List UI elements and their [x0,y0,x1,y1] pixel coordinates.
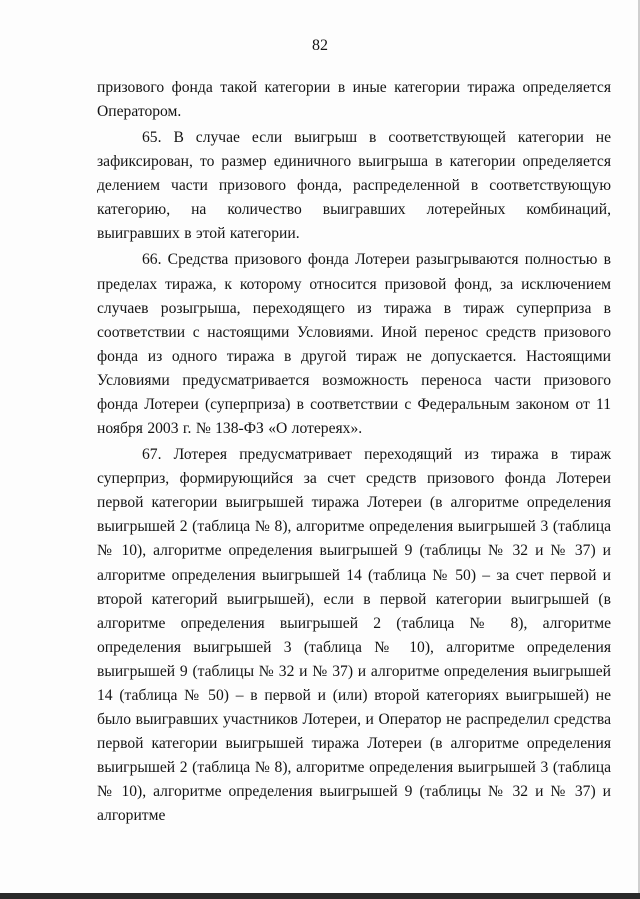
paragraph-66: 66. Средства призового фонда Лотереи разыгрываются полностью в пределах тиража, к которому относится призовой фонд, за исключением случаев розыгрыша, переходящего из тиража в тираж суперприза в соответствии с настоящими Условиями. Иной перенос средств призового фонда из одного тиража в другой тираж не допускается. Настоящими Условиями предусматривается возможность переноса части призового фонда Лотереи (суперприза) в соответствии с Федеральным законом от 11 ноября 2003 г. № 138-ФЗ «О лотереях». [97,251,611,438]
paragraph-65: 65. В случае если выигрыш в соответствующей категории не зафиксирован, то размер единичного выигрыша в категории определяется делением части призового фонда, распределенной в соответствующую категорию, на количество выигравших лотерейных комбинаций, выигравших в этой категории. [97,129,611,243]
document-body [97,76,611,830]
page-number: 82 [312,37,328,54]
paragraph-continuation: призового фонда такой категории в иные категории тиража определяется Оператором. [97,79,611,121]
scan-edge-bottom [0,893,640,899]
paragraph-67: 67. Лотерея предусматривает переходящий из тиража в тираж суперприз, формирующийся за счет средств призового фонда Лотереи первой категории выигрышей тиража Лотереи (в алгоритме определения выигрышей 2 (таблица № 8), алгоритме определения выигрышей 3 (таблица № 10), алгоритме определения выигрышей 9 (таблицы № 32 и № 37) и алгоритме определения выигрышей 14 (таблица № 50) – за счет первой и второй категорий выигрышей), если в первой категории выигрышей (в алгоритме определения выигрышей 2 (таблица № 8), алгоритме определения выигрышей 3 (таблица № 10), алгоритме определения выигрышей 9 (таблицы № 32 и № 37) и алгоритме определения выигрышей 14 (таблица № 50) – в первой и (или) второй категориях выигрышей) не было выигравших участников Лотереи, и Оператор не распределил средства первой категории выигрышей тиража Лотереи (в алгоритме определения выигрышей 2 (таблица № 8), алгоритме определения выигрышей 3 (таблица № 10), алгоритме определения выигрышей 9 (таблицы № 32 и № 37) и алгоритме [97,446,611,825]
